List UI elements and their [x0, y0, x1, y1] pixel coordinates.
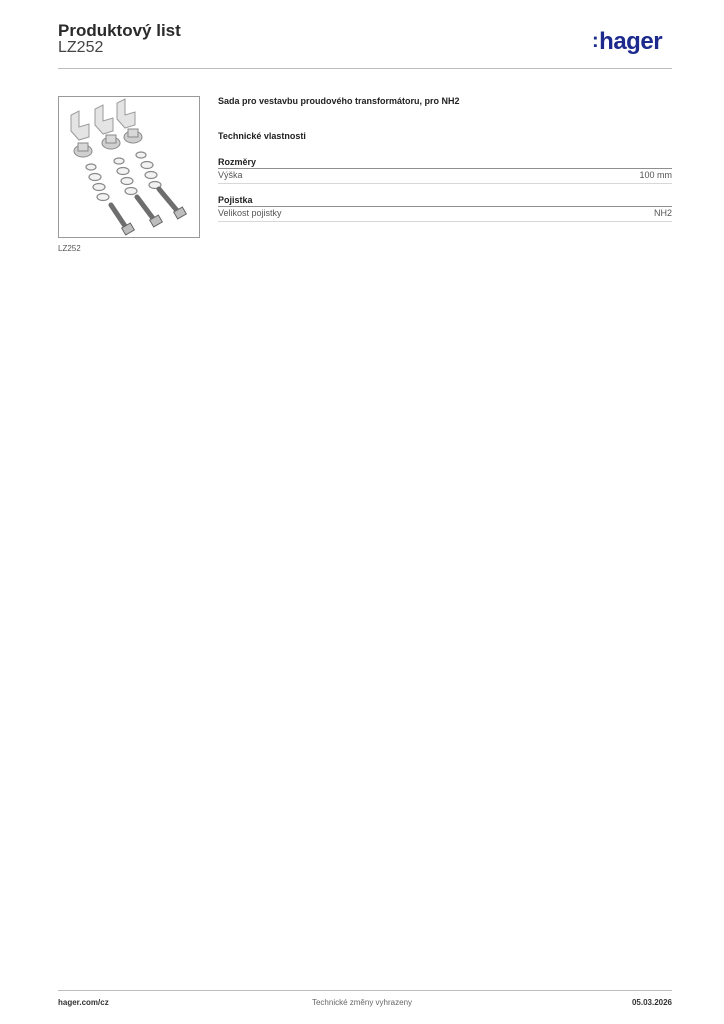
- product-description: Sada pro vestavbu proudového transformátoru, pro NH2: [218, 96, 460, 106]
- page-title: Produktový list: [58, 21, 181, 40]
- product-image: [58, 96, 200, 238]
- bolts: [111, 189, 186, 235]
- spec-value: 100 mm: [639, 170, 672, 180]
- header-divider: [58, 68, 672, 69]
- group-divider: [218, 206, 672, 207]
- logo-text: hager: [599, 28, 663, 55]
- footer-divider: [58, 990, 672, 991]
- image-caption: LZ252: [58, 244, 81, 253]
- group-label-dimensions: Rozměry: [218, 157, 257, 167]
- footer-notice: Technické změny vyhrazeny: [311, 998, 413, 1007]
- product-code: LZ252: [58, 39, 104, 56]
- group-divider: [218, 168, 672, 169]
- spec-key: Výška: [218, 170, 243, 180]
- spec-row: [218, 170, 672, 184]
- spec-row: [218, 208, 672, 222]
- technical-properties-heading: Technické vlastnosti: [218, 131, 306, 141]
- spec-value: NH2: [653, 208, 672, 218]
- logo-colon-mark: :: [592, 30, 599, 52]
- group-label-fuse: Pojistka: [218, 195, 253, 205]
- footer-date: 05.03.2026: [631, 998, 672, 1007]
- mounting-kit-illustration: [59, 97, 199, 237]
- hager-logo: [592, 28, 662, 56]
- washers: [86, 152, 161, 201]
- footer-website-link[interactable]: hager.com/cz: [58, 998, 109, 1007]
- spec-key: Velikost pojistky: [218, 208, 282, 218]
